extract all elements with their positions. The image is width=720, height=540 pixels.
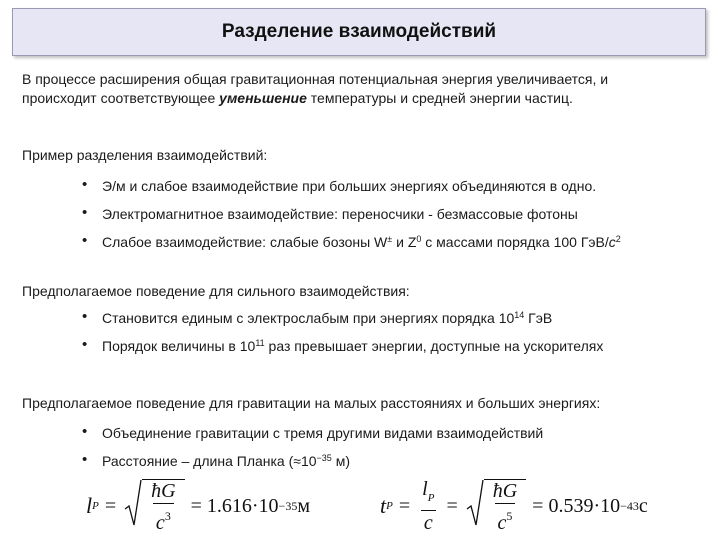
section1-item-1: Э/м и слабое взаимодействие при больших энергиях объединяются в одно. xyxy=(102,178,597,194)
bullet-icon: • xyxy=(82,451,88,468)
section3-item-1: Объединение гравитации с тремя другими видами взаимодействий xyxy=(102,425,544,441)
planck-length-formula: l P = $\frac{ħG}{c^3}$ = 1.616·10 −35 м xyxy=(86,479,310,534)
section2-item-2: Порядок величины в $10^{11}$ раз превышает энергии, доступные на ускорителях xyxy=(102,338,604,354)
section3-item-2: Расстояние – длина Планка ($\approx 10^{-35}$ м) xyxy=(102,453,350,469)
bullet-icon: • xyxy=(82,204,88,221)
intro-line-2: происходит соответствующее уменьшение температуры и средней энергии частиц. xyxy=(22,90,573,106)
bullet-icon: • xyxy=(82,423,88,440)
bullet-icon: • xyxy=(82,308,88,325)
slide-title: Разделение взаимодействий xyxy=(12,8,706,56)
section2-item-1: Становится единым с электрослабым при энергиях порядка $10^{14}$ ГэВ xyxy=(102,310,553,326)
sqrt-symbol: $\frac{ħG}{c^3}$ xyxy=(124,479,184,534)
bullet-icon: • xyxy=(82,176,88,193)
section3-heading: Предполагаемое поведение для гравитации на малых расстояниях и больших энергиях: xyxy=(22,395,601,411)
intro-emphasis: уменьшение xyxy=(219,90,307,106)
section1-item-2: Электромагнитное взаимодействие: переносчики - безмассовые фотоны xyxy=(102,206,578,222)
bullet-icon: • xyxy=(82,232,88,249)
section2-heading: Предполагаемое поведение для сильного взаимодействия: xyxy=(22,283,410,299)
section1-item-3: Слабое взаимодействие: слабые бозоны W± и $Z^0$ с массами порядка 100 ГэВ/$c^2$ xyxy=(102,234,621,250)
planck-time-formula: t P = $\frac{l_P}{c}$ = $\frac{ħG}{c^5}$ = 0.539·10 −43 с xyxy=(380,478,648,534)
intro-paragraph xyxy=(22,70,608,108)
sqrt-symbol: $\frac{ħG}{c^5}$ xyxy=(466,479,526,534)
section1-heading: Пример разделения взаимодействий: xyxy=(22,147,268,163)
intro-line-1: В процессе расширения общая гравитационная потенциальная энергия увеличивается, и xyxy=(22,71,609,87)
bullet-icon: • xyxy=(82,336,88,353)
